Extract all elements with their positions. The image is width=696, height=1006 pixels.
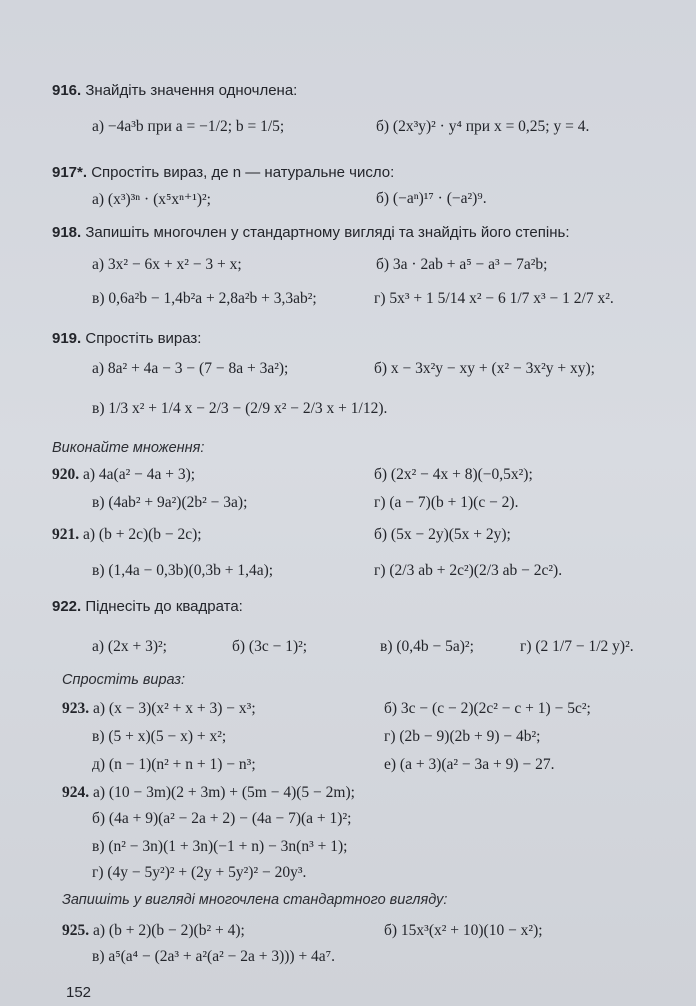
exercise-item [92, 400, 387, 418]
exercise-text: Запишіть у вигляді многочлена стандартного вигляду: [62, 892, 448, 908]
exercise-text: в) 0,6a²b − 1,4b²a + 2,8a²b + 3,3ab²; [92, 290, 317, 307]
exercise-number: 920. [52, 466, 80, 483]
exercise-text: б) x − 3x²y − xy + (x² − 3x²y + xy); [374, 360, 595, 377]
text-line-l924b [0, 810, 696, 840]
exercise-text: а) 3x² − 6x + x² − 3 + x; [92, 256, 242, 273]
exercise-text: г) (a − 7)(b + 1)(c − 2). [374, 494, 519, 511]
exercise-text: а) (x³)³ⁿ · (x⁵xⁿ⁺¹)²; [92, 191, 211, 208]
exercise-number: 925. [62, 922, 90, 939]
exercise-item [374, 494, 518, 512]
text-line-l919a [0, 360, 696, 390]
page-number: 152 [66, 984, 92, 1001]
exercise-text: Спростіть вираз: [85, 330, 202, 347]
exercise-text: в) (1,4a − 0,3b)(0,3b + 1,4a); [92, 562, 274, 579]
text-line-l-simpl [0, 672, 696, 702]
exercise-item [374, 466, 533, 484]
exercise-text: в) (4ab² + 9a²)(2b² − 3a); [92, 494, 248, 511]
exercise-item [376, 256, 547, 274]
exercise-text: в) (n² − 3n)(1 + 3n)(−1 + n) − 3n(n³ + 1); [92, 838, 348, 855]
exercise-item [62, 700, 256, 718]
text-line-l925b [0, 948, 696, 978]
exercise-text: г) (4y − 5y²)² + (2y + 5y²)² − 20y³. [92, 864, 307, 881]
exercise-item [92, 118, 284, 136]
exercise-text: а) −4a³b при a = −1/2; b = 1/5; [92, 118, 285, 135]
exercise-text: Виконайте множення: [52, 440, 205, 456]
section-instruction [52, 440, 204, 456]
exercise-item [384, 922, 543, 940]
text-line-l924d [0, 864, 696, 894]
exercise-number: 923. [62, 700, 90, 717]
exercise-item [376, 190, 487, 208]
text-line-l923a [0, 700, 696, 730]
text-line-l922a [0, 638, 696, 668]
exercise-item [92, 190, 211, 209]
text-line-l917a [0, 190, 696, 220]
exercise-item [384, 700, 591, 718]
text-line-l918 [0, 224, 696, 254]
exercise-item [374, 562, 562, 580]
exercise-text: б) (2x² − 4x + 8)(−0,5x²); [374, 466, 533, 483]
text-line-l918b [0, 290, 696, 320]
exercise-heading [52, 82, 297, 99]
exercise-number: 919. [52, 330, 82, 347]
exercise-text: а) (b + 2c)(b − 2c); [83, 526, 202, 543]
exercise-text: б) (5x − 2y)(5x + 2y); [374, 526, 511, 543]
exercise-text: б) 3c − (c − 2)(2c² − c + 1) − 5c²; [384, 700, 591, 717]
exercise-number: 922. [52, 598, 82, 615]
exercise-item [374, 526, 511, 544]
exercise-item [92, 290, 317, 308]
exercise-text: б) 15x³(x² + 10)(10 − x²); [384, 922, 543, 939]
section-instruction [62, 892, 447, 908]
text-line-l916 [0, 82, 696, 112]
exercise-text: г) (2/3 ab + 2c²)(2/3 ab − 2c²). [374, 562, 563, 579]
exercise-item [52, 526, 202, 544]
exercise-item [92, 494, 247, 512]
exercise-text: Спростіть вираз, де n — натуральне число: [91, 164, 395, 181]
exercise-text: в) (0,4b − 5a)²; [380, 638, 474, 655]
exercise-text: а) (x − 3)(x² + x + 3) − x³; [93, 700, 256, 717]
exercise-number: 924. [62, 784, 90, 801]
exercise-text: а) 8a² + 4a − 3 − (7 − 8a + 3a²); [92, 360, 289, 377]
exercise-text: а) (2x + 3)²; [92, 638, 167, 655]
exercise-text: г) 5x³ + 1 5/14 x² − 6 1/7 x³ − 1 2/7 x². [374, 290, 614, 307]
exercise-item [520, 638, 634, 656]
text-line-l-poly [0, 892, 696, 922]
text-line-l921a [0, 526, 696, 556]
exercise-text: в) a⁵(a⁴ − (2a³ + a²(a² − 2a + 3))) + 4a⁷. [92, 948, 335, 965]
exercise-text: Знайдіть значення одночлена: [85, 82, 298, 99]
exercise-text: Піднесіть до квадрата: [85, 598, 243, 615]
exercise-number: 921. [52, 526, 80, 543]
exercise-item [92, 864, 306, 882]
exercise-text: г) (2 1/7 − 1/2 y)². [520, 638, 634, 655]
exercise-item [376, 118, 589, 136]
text-line-l920a [0, 466, 696, 496]
exercise-item [380, 638, 474, 656]
exercise-text: в) 1/3 x² + 1/4 x − 2/3 − (2/9 x² − 2/3 x + 1/12). [92, 400, 388, 417]
text-line-l922 [0, 598, 696, 628]
exercise-item [92, 256, 242, 274]
exercise-text: б) (2x³y)² · y⁴ при x = 0,25; y = 4. [376, 118, 590, 135]
exercise-number: 918. [52, 224, 82, 241]
exercise-text: е) (a + 3)(a² − 3a + 9) − 27. [384, 756, 555, 773]
exercise-item [92, 360, 288, 378]
exercise-text: Спростіть вираз: [62, 672, 186, 688]
exercise-heading [52, 164, 394, 181]
exercise-item [92, 638, 167, 656]
text-line-l923b [0, 728, 696, 758]
exercise-item [92, 756, 256, 774]
exercise-text: б) (−aⁿ)¹⁷ · (−a²)⁹. [376, 190, 487, 207]
exercise-item [92, 838, 347, 856]
exercise-text: б) 3a · 2ab + a⁵ − a³ − 7a²b; [376, 256, 548, 273]
exercise-item [92, 562, 273, 580]
text-line-l916a [0, 118, 696, 148]
exercise-item [92, 728, 226, 746]
exercise-heading [52, 598, 243, 615]
text-line-l919b [0, 400, 696, 430]
exercise-number: 917*. [52, 164, 88, 181]
exercise-text: б) (4a + 9)(a² − 2a + 2) − (4a − 7)(a + 1)²; [92, 810, 352, 827]
text-line-l918a [0, 256, 696, 286]
exercise-item [62, 922, 245, 940]
exercise-item [374, 360, 595, 378]
exercise-number: 916. [52, 82, 82, 99]
exercise-item [384, 728, 540, 746]
exercise-text: Запишіть многочлен у стандартному вигляді та знайдіть його степінь: [85, 224, 570, 241]
section-instruction [62, 672, 185, 688]
exercise-text: а) (b + 2)(b − 2)(b² + 4); [93, 922, 245, 939]
exercise-item [384, 756, 554, 774]
text-line-l920b [0, 494, 696, 524]
exercise-heading [52, 224, 569, 241]
text-line-l923c [0, 756, 696, 786]
exercise-text: б) (3c − 1)²; [232, 638, 308, 655]
exercise-text: г) (2b − 9)(2b + 9) − 4b²; [384, 728, 541, 745]
exercise-item [92, 810, 351, 828]
exercise-heading [52, 330, 201, 347]
exercise-item [374, 290, 614, 308]
exercise-item [232, 638, 307, 656]
exercise-text: в) (5 + x)(5 − x) + x²; [92, 728, 227, 745]
text-line-l921b [0, 562, 696, 592]
text-line-l919 [0, 330, 696, 360]
exercise-item [62, 784, 355, 802]
exercise-text: а) (10 − 3m)(2 + 3m) + (5m − 4)(5 − 2m); [93, 784, 355, 801]
exercise-item [52, 466, 195, 484]
exercise-text: д) (n − 1)(n² + n + 1) − n³; [92, 756, 256, 773]
exercise-text: а) 4a(a² − 4a + 3); [83, 466, 196, 483]
exercise-item [92, 948, 335, 966]
